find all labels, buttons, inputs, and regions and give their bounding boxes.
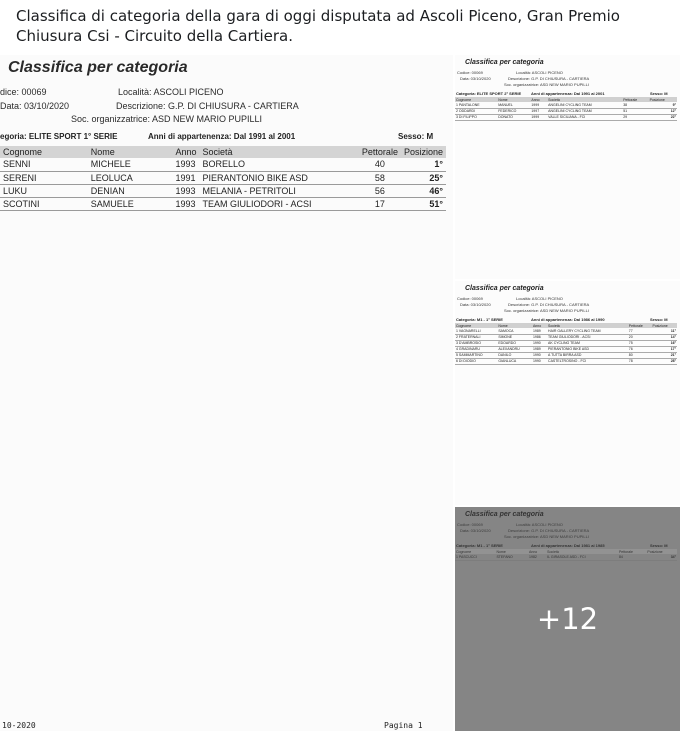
table-row [0,158,446,171]
cell-societa: PIERANTONIO BIKE ASD [547,346,628,352]
results-table [0,146,446,211]
table-row [455,114,677,120]
cell-nome: EDOARDO [497,340,532,346]
doc-codice: dice: 00069 [0,87,47,97]
thumb-categoria: Categoria: M1 - 1° SERIE [456,317,503,322]
thumb-title: Classifica per categoria [465,511,544,518]
cell-societa: A TUTTA BIRRA ASD [547,352,628,358]
col-societa: Società [547,549,559,554]
cell-posizione: 28° [652,358,678,364]
cell-posizione: 34° [646,554,677,560]
cell-societa: CASTELTROSINO - FCI [547,358,628,364]
cell-societa: HAIR GALLERY CYCLING TEAM [547,328,628,334]
cell-anno: 1997 [530,108,547,114]
thumb-data: Data: 03/10/2020 [460,528,491,533]
cell-pettorale: 29 [622,114,648,120]
more-photos-count: +12 [536,602,599,636]
cell-cognome: 2 ODDARDI [455,108,497,114]
thumb-sesso: Sesso: M [650,317,668,322]
table-row [0,184,446,197]
cell-cognome: SENNI [0,158,88,171]
photo-main[interactable] [0,55,453,731]
cell-cognome: 6 DI DIODIO [455,358,497,364]
cell-posizione: 14° [652,334,678,340]
cell-pettorale: 84 [618,554,646,560]
cell-pettorale: 80 [628,352,652,358]
cell-cognome: 1 VAGNARELLI [455,328,497,334]
col-posizione: Posizione [649,97,665,102]
thumb-localita: Località: ASCOLI PICENO [516,296,563,301]
col-anno: Anno [175,147,197,157]
cell-nome: LEOLUCA [88,171,173,184]
thumb-categoria: Categoria: ELITE SPORT 2° SERIE [456,91,522,96]
doc-soc-org: Soc. organizzatrice: ASD NEW MARIO PUPILLI [71,114,263,124]
col-posizione: Posizione [652,323,668,328]
thumb-title: Classifica per categoria [465,285,544,292]
table-row [455,358,677,364]
col-societa: Società [548,97,560,102]
doc-footer-date: 10-2020 [2,721,36,730]
cell-pettorale: 38 [622,102,648,108]
thumb-anni: Anni di appartenenza: Dal 1981 al 1985 [531,543,605,548]
cell-cognome: LUKU [0,184,88,197]
cell-pettorale: 76 [628,346,652,352]
cell-cognome: 1 PASCUCCI [455,554,495,560]
cell-nome: ALEXANDRU [497,346,532,352]
cell-societa: PIERANTONIO BIKE ASD [200,171,359,184]
cell-posizione: 11° [652,328,678,334]
thumb-soc-org: Soc. organizzatrice: ASD NEW MARIO PUPILLI [504,534,589,539]
post-caption: Classifica di categoria della gara di oggi disputata ad Ascoli Piceno, Gran Premio Chiusura Csi - Circuito della Cartiera. [16,7,620,45]
cell-nome: MANUEL [497,102,530,108]
thumb-codice: Codice: 00069 [457,296,483,301]
thumb-anni: Anni di appartenenza: Dal 1986 al 1990 [531,317,605,322]
thumb-categoria: Categoria: M1 - 1° SERIE [456,543,503,548]
col-pettorale: Pettorale [618,549,633,554]
col-societa: Società [202,147,233,157]
thumb-data: Data: 03/10/2020 [460,76,491,81]
cell-anno: 1990 [532,352,547,358]
cell-societa: MELANIA - PETRITOLI [200,184,359,197]
thumb-title: Classifica per categoria [465,59,544,66]
cell-cognome: 2 FRATERNALI [455,334,497,340]
cell-societa: TEAM GIULIODORI - ACSI [200,197,359,210]
cell-anno: 1991 [172,171,199,184]
cell-pettorale: 77 [628,328,652,334]
cell-pettorale: 40 [359,158,401,171]
thumb-sesso: Sesso: M [650,543,668,548]
col-anno: Anno [531,97,540,102]
col-anno: Anno [532,323,542,328]
cell-pettorale: 75 [628,340,652,346]
col-cognome: Cognome [456,549,472,554]
thumb-table [455,97,677,121]
cell-societa: BORELLO [200,158,359,171]
cell-nome: SAMUELE [88,197,173,210]
doc-sesso: Sesso: M [398,132,434,141]
col-nome: Nome [498,97,508,102]
table-row [0,197,446,210]
cell-nome: DONATO [497,114,530,120]
col-anno: Anno [529,549,538,554]
cell-anno: 1982 [528,554,546,560]
cell-societa: ANGELINI CYCLING TEAM [547,102,622,108]
cell-pettorale: 58 [359,171,401,184]
col-pettorale: Pettorale [361,147,398,157]
cell-anno: 1993 [172,158,199,171]
cell-anno: 1990 [532,340,547,346]
table-row [0,171,446,184]
cell-anno: 1993 [172,184,199,197]
thumb-localita: Località: ASCOLI PICENO [516,522,563,527]
cell-posizione: 16° [652,340,678,346]
table-header-row [0,146,446,158]
cell-posizione: 9° [649,102,677,108]
cell-nome: GIANLUCA [497,358,532,364]
photo-thumb-more[interactable] [455,507,680,731]
col-cognome: Cognome [456,97,472,102]
cell-cognome: SERENI [0,171,88,184]
doc-categoria: egoria: ELITE SPORT 1° SERIE [0,132,118,141]
thumb-descrizione: Descrizione: G.P. DI CHIUSURA - CARTIERA [508,76,590,81]
col-nome: Nome [90,147,115,157]
cell-societa: AK CYCLING TEAM [547,340,628,346]
cell-societa: IL GIRASOLE ASD - FCI [546,554,618,560]
cell-posizione: 1° [401,158,446,171]
more-photos-overlay[interactable] [455,507,680,731]
col-posizione: Posizione [403,147,443,157]
cell-pettorale: 78 [628,358,652,364]
thumb-soc-org: Soc. organizzatrice: ASD NEW MARIO PUPILLI [504,308,589,313]
thumb-descrizione: Descrizione: G.P. DI CHIUSURA - CARTIERA [508,302,590,307]
thumb-descrizione: Descrizione: G.P. DI CHIUSURA - CARTIERA [508,528,590,533]
thumb-localita: Località: ASCOLI PICENO [516,70,563,75]
cell-nome: DENIAN [88,184,173,197]
cell-pettorale: 20 [628,334,652,340]
thumb-anni: Anni di appartenenza: Dal 1991 al 2001 [531,91,605,96]
photo-thumb-1[interactable] [455,55,680,279]
cell-nome: SIMONE [497,334,532,340]
cell-anno: 1989 [532,328,547,334]
cell-nome: FEDERICO [497,108,530,114]
cell-cognome: 5 SAMMARTINO [455,352,497,358]
cell-nome: MICHELE [88,158,173,171]
cell-pettorale: 17 [359,197,401,210]
doc-title: Classifica per categoria [8,59,188,76]
thumb-sesso: Sesso: M [650,91,668,96]
col-pettorale: Pettorale [628,323,643,328]
cell-posizione: 46° [401,184,446,197]
cell-nome: SAMOCA [497,328,532,334]
photo-thumb-2[interactable] [455,281,680,505]
thumb-soc-org: Soc. organizzatrice: ASD NEW MARIO PUPILLI [504,82,589,87]
cell-cognome: 3 D'AMBROSIO [455,340,497,346]
cell-cognome: 4 GRADINARU [455,346,497,352]
cell-anno: 1986 [532,334,547,340]
cell-posizione: 21° [652,352,678,358]
thumb-data: Data: 03/10/2020 [460,302,491,307]
cell-pettorale: 51 [622,108,648,114]
cell-cognome: 3 DI FILIPPO [455,114,497,120]
doc-descrizione: Descrizione: G.P. DI CHIUSURA - CARTIERA [116,101,299,111]
cell-anno: 1999 [530,114,547,120]
cell-posizione: 12° [649,108,677,114]
col-societa: Società [548,323,560,328]
cell-societa: VALLE SICILIANA - FCI [547,114,622,120]
doc-localita: Località: ASCOLI PICENO [118,87,224,97]
doc-data: Data: 03/10/2020 [0,101,70,111]
cell-anno: 1993 [172,197,199,210]
cell-nome: STEFANO [495,554,528,560]
cell-pettorale: 56 [359,184,401,197]
cell-posizione: 22° [649,114,677,120]
cell-cognome: 1 PANTALONE [455,102,497,108]
col-nome: Nome [496,549,506,554]
cell-anno: 1999 [530,102,547,108]
thumb-codice: Codice: 00069 [457,70,483,75]
col-cognome: Cognome [456,323,472,328]
thumb-table [455,323,677,365]
col-pettorale: Pettorale [623,97,638,102]
doc-anni: Anni di appartenenza: Dal 1991 al 2001 [148,132,296,141]
cell-societa: TEAM GIULIODORI - ACSI [547,334,628,340]
cell-posizione: 17° [652,346,678,352]
cell-societa: ANGELINI CYCLING TEAM [547,108,622,114]
col-nome: Nome [498,323,508,328]
cell-posizione: 25° [401,171,446,184]
col-posizione: Posizione [647,549,663,554]
cell-anno: 1990 [532,358,547,364]
doc-footer-page: Pagina 1 [384,721,423,730]
cell-nome: DANILO [497,352,532,358]
cell-cognome: SCOTINI [0,197,88,210]
cell-anno: 1989 [532,346,547,352]
thumb-codice: Codice: 00069 [457,522,483,527]
col-cognome: Cognome [3,147,43,157]
cell-posizione: 51° [401,197,446,210]
